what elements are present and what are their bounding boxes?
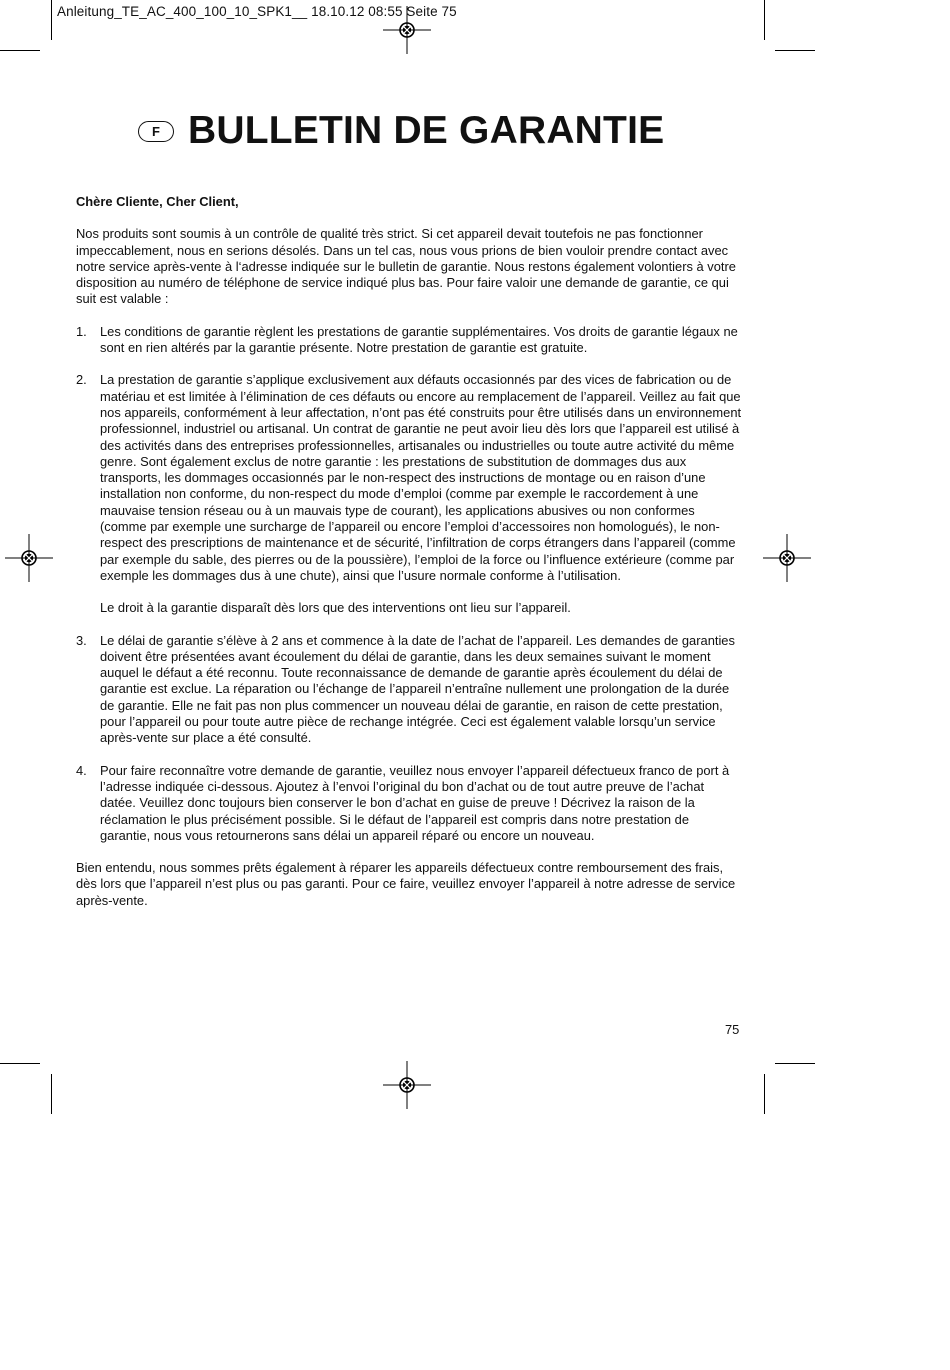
item-text: La prestation de garantie s’applique exclusivement aux défauts occasionnés par des vices de fabrication ou de matériau et est limitée à l’élimination de ces défauts ou encore au remplacement de l’appareil. Veillez au fait que nos appareils, conformément à leur affectation, n’ont pas été construits pour être utilisés dans un environnement professionnel, industriel ou artisanal. Un contrat de garantie ne peut avoir lieu dès lors que l’appareil est utilisé à des activités dans des entreprises professionnelles, artisanales ou industrielles ou toute autre activité du même genre. Sont également exclus de notre garantie : les prestations de substitution de dommages dus aux transports, les dommages occasionnés par le non-respect des instructions de montage ou en raison d’une installation non conforme, du non-respect du mode d’emploi (comme par exemple le raccordement à une mauvaise tension réseau ou à un mauvais type de courant), les applications abusives ou non conformes (comme par exemple une surcharge de l’appareil ou encore l’emploi d’accessoires non homologués), le non-respect des prescriptions de maintenance et de sécurité, l’infiltration de corps étrangers dans l’appareil (comme par exemple du sable, des pierres ou de la poussière), l’emploi de la force ou l’influence extérieure (comme par exemple les dommages dus à une chute), ainsi que l’usure normale conforme à l’utilisation.: [100, 372, 742, 583]
list-item: [76, 633, 742, 747]
crop-mark-top-right: [764, 0, 765, 40]
registration-mark-icon: [383, 6, 431, 54]
registration-mark-icon: [763, 534, 811, 582]
crop-mark-top-left-horizontal: [0, 50, 40, 51]
item-text: Pour faire reconnaître votre demande de garantie, veuillez nous envoyer l’appareil défectueux franco de port à l’adresse indiquée ci-dessous. Ajoutez à l’envoi l’original du bon d’achat ou de tout autre preuve de l’achat datée. Veuillez donc toujours bien conserver le bon d’achat en guise de preuve ! Décrivez la raison de la réclamation le plus précisément possible. Si le défaut de l’appareil est compris dans notre prestation de garantie, nous vous retournerons sans délai un appareil réparé ou encore un nouveau.: [100, 762, 730, 843]
item-note: Le droit à la garantie disparaît dès lors que des interventions ont lieu sur l’appareil.: [100, 600, 571, 616]
registration-mark-icon: [5, 534, 53, 582]
warranty-body: [76, 194, 742, 909]
crop-mark-top-left: [51, 0, 52, 40]
crop-mark-bottom-right-horizontal: [775, 1063, 815, 1064]
page-number: 75: [725, 1022, 740, 1037]
print-slug: Anleitung_TE_AC_400_100_10_SPK1__ 18.10.12 08:55 Seite 75: [57, 4, 457, 19]
list-item: [76, 372, 742, 616]
list-item: [76, 324, 742, 357]
page-title: BULLETIN DE GARANTIE: [188, 109, 665, 152]
language-badge: F: [138, 121, 174, 142]
warranty-terms-list: [76, 324, 742, 844]
item-text: Le délai de garantie s’élève à 2 ans et commence à la date de l’achat de l’appareil. Les demandes de garanties doivent être présentées avant écoulement du délai de garantie, dans les deux semaines suivant le moment auquel le défaut a été reconnu. Toute reconnaissance de demande de garantie après écoulement du délai de garantie est exclue. La réparation ou l’échange de l’appareil n’entraîne nullement une prolongation de la durée de garantie. Elle ne fait pas non plus commencer un nouveau délai de garantie, en raison de cette prestation, pour l’appareil ou pour toute autre pièce de rechange intégrée. Ceci est également valable lorsqu’un service après-vente sur place a été consulté.: [100, 632, 735, 746]
crop-mark-bottom-left-horizontal: [0, 1063, 40, 1064]
registration-mark-icon: [383, 1061, 431, 1109]
closing-paragraph: Bien entendu, nous sommes prêts également à réparer les appareils défectueux contre remboursement des frais, dès lors que l’appareil n’est plus ou pas garanti. Pour ce faire, veuillez envoyer l’appareil à notre adresse de service après-vente.: [76, 860, 736, 908]
item-text: Les conditions de garantie règlent les prestations de garantie supplémentaires. Vos droits de garantie légaux ne sont en rien altérés par la garantie présente. Notre prestation de garantie est gratuite.: [100, 323, 738, 356]
item-number: 3.: [76, 632, 87, 648]
item-number: 4.: [76, 762, 87, 778]
salutation: Chère Cliente, Cher Client,: [76, 194, 239, 209]
crop-mark-bottom-right: [764, 1074, 765, 1114]
title-row: [138, 108, 664, 154]
intro-paragraph: Nos produits sont soumis à un contrôle de qualité très strict. Si cet appareil devait toutefois ne pas fonctionner impeccablement, nous en serions désolés. Dans un tel cas, nous vous prions de bien vouloir prendre contact avec notre service après-vente à l‘adresse indiquée sur le bulletin de garantie. Nous restons également volontiers à votre disposition au numéro de téléphone de service indiqué plus bas. Pour faire valoir une demande de garantie, ce qui suit est valable :: [76, 226, 736, 307]
item-number: 2.: [76, 372, 87, 388]
crop-mark-top-right-horizontal: [775, 50, 815, 51]
list-item: [76, 763, 742, 844]
item-number: 1.: [76, 323, 87, 339]
crop-mark-bottom-left: [51, 1074, 52, 1114]
